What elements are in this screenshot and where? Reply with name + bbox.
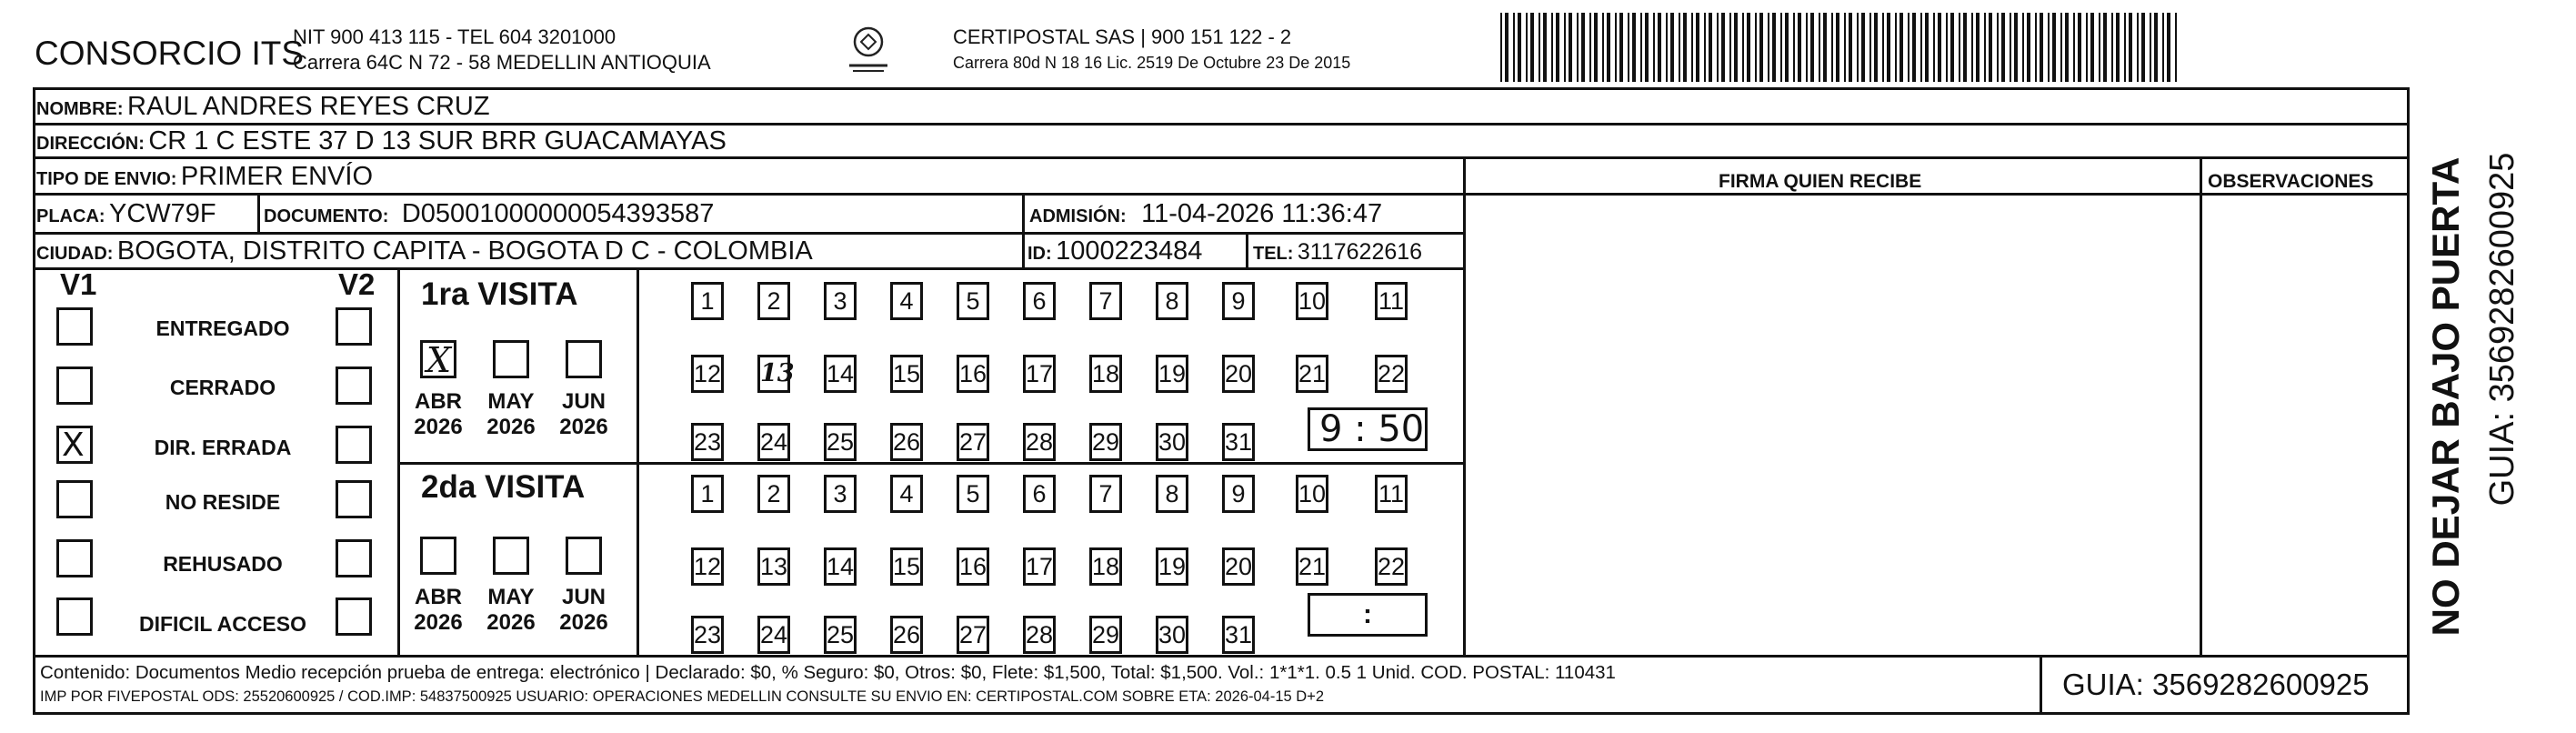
visit1-month-jun: [552, 389, 616, 439]
visit2-month-jun: [552, 585, 616, 635]
visit2-day-30[interactable]: 30: [1156, 616, 1188, 654]
signature-header: FIRMA QUIEN RECIBE: [1719, 171, 1922, 192]
barcode-bar: [1607, 13, 1610, 82]
status-dir-errada: DIR. ERRADA: [154, 436, 292, 459]
v2-no-reside-checkbox[interactable]: [336, 480, 372, 518]
name-label: NOMBRE:: [36, 99, 124, 119]
plate-cell: [36, 201, 216, 227]
barcode-bar: [1539, 13, 1540, 82]
visit1-day-4[interactable]: 4: [890, 282, 923, 320]
barcode-bar: [2090, 13, 2094, 82]
barcode-bar: [1679, 13, 1680, 82]
visit1-day-9[interactable]: 9: [1222, 282, 1255, 320]
company-name: CONSORCIO ITS: [35, 35, 305, 72]
visit1-time-box[interactable]: [1308, 407, 1428, 451]
barcode-bar: [1849, 13, 1852, 82]
footer-guia: GUIA: 3569282600925: [2062, 668, 2370, 701]
visit2-day-3[interactable]: 3: [824, 475, 857, 513]
visit2-day-10[interactable]: 10: [1296, 475, 1328, 513]
barcode-bar: [1594, 13, 1598, 82]
visit2-month-may: [479, 585, 543, 635]
visit2-day-2[interactable]: 2: [757, 475, 790, 513]
barcode-bar: [2167, 13, 2170, 82]
visit1-day-15[interactable]: 15: [890, 355, 923, 393]
barcode-bar: [1831, 13, 1833, 82]
visit2-title: 2da VISITA: [421, 469, 586, 505]
v2-label: V2: [338, 267, 376, 301]
recipient-name: RAUL ANDRES REYES CRUZ: [127, 92, 490, 121]
admission-cell: [1029, 201, 1382, 227]
visit2-day-15[interactable]: 15: [890, 547, 923, 586]
barcode-bar: [1963, 13, 1967, 82]
barcode-bar: [2001, 13, 2005, 82]
visit1-day-2[interactable]: 2: [757, 282, 790, 320]
visit2-day-22[interactable]: 22: [1375, 547, 1408, 586]
visit2-day-6[interactable]: 6: [1023, 475, 1056, 513]
shipment-type-row: [36, 164, 373, 190]
v2-rehusado-checkbox[interactable]: [336, 539, 372, 577]
barcode-bar: [1747, 13, 1750, 82]
plate-value: YCW79F: [109, 199, 216, 228]
visit2-day-17[interactable]: 17: [1023, 547, 1056, 586]
v1-dir-errada-checkbox[interactable]: [56, 426, 93, 464]
visit1-day-13[interactable]: 13: [757, 355, 790, 393]
v1-cerrado-checkbox[interactable]: [56, 366, 93, 405]
barcode-bar: [1959, 13, 1960, 82]
visit2-day-1[interactable]: 1: [691, 475, 724, 513]
barcode-bar: [2040, 13, 2043, 82]
visit2-time-value: :: [1363, 599, 1372, 629]
barcode-bar: [1628, 13, 1629, 82]
barcode-bar: [1925, 13, 1929, 82]
plate-label: PLACA:: [36, 206, 105, 226]
visit2-day-27[interactable]: 27: [957, 616, 989, 654]
barcode-bar: [1670, 13, 1674, 82]
barcode-bar: [1989, 13, 1992, 82]
certipostal-logo-icon: [844, 24, 893, 75]
barcode-bar: [1874, 13, 1878, 82]
id-cell: [1027, 238, 1202, 265]
visit1-month-abr-name: ABR: [415, 389, 462, 414]
barcode-bar: [1780, 13, 1782, 82]
shipment-type: PRIMER ENVÍO: [180, 162, 374, 191]
observations-header: OBSERVACIONES: [2208, 171, 2374, 192]
barcode-bar: [1908, 13, 1909, 82]
barcode-bar: [2052, 13, 2056, 82]
visit2-day-21[interactable]: 21: [1296, 547, 1328, 586]
barcode-bar: [2048, 13, 2050, 82]
visit1-month-jun-name: JUN: [561, 389, 606, 414]
visit2-day-16[interactable]: 16: [957, 547, 989, 586]
barcode-bar: [1920, 13, 1922, 82]
barcode-bar: [1729, 13, 1731, 82]
barcode-bar: [1569, 13, 1572, 82]
visit1-day-26[interactable]: 26: [890, 423, 923, 461]
barcode-bar: [1530, 13, 1534, 82]
barcode-bar: [1836, 13, 1839, 82]
visit2-month-abr: [406, 585, 470, 635]
barcode-bar: [2103, 13, 2107, 82]
visit1-day-23[interactable]: 23: [691, 423, 724, 461]
nit-line: NIT 900 413 115 - TEL 604 3201000: [293, 25, 616, 48]
no-bajo-puerta-warning: NO DEJAR BAJO PUERTA: [2424, 156, 2467, 637]
barcode-bar: [1810, 13, 1814, 82]
barcode-bar: [1912, 13, 1916, 82]
visit2-day-23[interactable]: 23: [691, 616, 724, 654]
carrier-line: CERTIPOSTAL SAS | 900 151 122 - 2: [953, 25, 1292, 48]
visit1-day-14[interactable]: 14: [824, 355, 857, 393]
barcode-bar: [1717, 13, 1719, 82]
barcode-bar: [1704, 13, 1706, 82]
visit1-month-jun-year: 2026: [559, 414, 608, 439]
barcode-bar: [2010, 13, 2011, 82]
visit2-month-abr-name: ABR: [415, 585, 462, 609]
barcode-bar: [1658, 13, 1661, 82]
visit2-day-13[interactable]: 13: [757, 547, 790, 586]
barcode-bar: [2141, 13, 2145, 82]
observations-area[interactable]: [2202, 196, 2408, 655]
city-cell: [36, 238, 813, 265]
status-entregado: ENTREGADO: [155, 316, 290, 340]
visit1-day-27[interactable]: 27: [957, 423, 989, 461]
id-value: 1000223484: [1056, 236, 1203, 266]
visit1-day-18[interactable]: 18: [1089, 355, 1122, 393]
visit1-month-abr-checkbox[interactable]: [420, 340, 456, 378]
barcode-bar: [1734, 13, 1738, 82]
visit1-day-30[interactable]: 30: [1156, 423, 1188, 461]
barcode-bar: [2124, 13, 2126, 82]
visit1-day-10[interactable]: 10: [1296, 282, 1328, 320]
visit1-day-5[interactable]: 5: [957, 282, 989, 320]
visit1-month-may-checkbox[interactable]: [493, 340, 529, 378]
barcode-bar: [1602, 13, 1604, 82]
barcode-bar: [1666, 13, 1668, 82]
visit1-day-28[interactable]: 28: [1023, 423, 1056, 461]
visit1-day-17[interactable]: 17: [1023, 355, 1056, 393]
barcode-bar: [1526, 13, 1528, 82]
footer-content-line: Contenido: Documentos Medio recepción prueba de entrega: electrónico | Declarado: $0, % Seguro: $0, Otros: $0, Flete: $1,500, Total: $1,500. Vol.: 1*1*1. 0.5 1 Unid. COD. POSTAL: 110431: [40, 662, 1616, 683]
tel-label: TEL:: [1253, 244, 1294, 264]
visit1-month-abr-mark: X: [426, 340, 452, 380]
visit2-day-25[interactable]: 25: [824, 616, 857, 654]
status-rehusado: REHUSADO: [163, 552, 283, 576]
visit2-day-24[interactable]: 24: [757, 616, 790, 654]
visit1-day-11[interactable]: 11: [1375, 282, 1408, 320]
admission-label: ADMISIÓN:: [1029, 206, 1127, 226]
footer-print-line: IMP POR FIVEPOSTAL ODS: 25520600925 / COD.IMP: 54837500925 USUARIO: OPERACIONES MEDELLIN CONSULTE SU ENVIO EN: CERTIPOSTAL.COM SOBRE ETA: 2026-04-15 D+2: [40, 688, 1325, 705]
visit2-day-14[interactable]: 14: [824, 547, 857, 586]
city-label: CIUDAD:: [36, 244, 114, 264]
visit1-day-8[interactable]: 8: [1156, 282, 1188, 320]
visit2-month-abr-checkbox[interactable]: [420, 537, 456, 575]
barcode-bar: [1895, 13, 1897, 82]
barcode-bar: [1793, 13, 1795, 82]
v1-entregado-checkbox[interactable]: [56, 307, 93, 346]
barcode-bar: [1556, 13, 1559, 82]
visit1-day-22[interactable]: 22: [1375, 355, 1408, 393]
visit1-day-24[interactable]: 24: [757, 423, 790, 461]
visit1-time-value: 9 : 50: [1319, 408, 1425, 450]
city-value: BOGOTA, DISTRITO CAPITA - BOGOTA D C - COLOMBIA: [116, 236, 813, 266]
v1-label: V1: [60, 267, 97, 301]
tel-value: 3117622616: [1297, 239, 1423, 265]
visit2-month-jun-checkbox[interactable]: [566, 537, 602, 575]
barcode-bar: [1882, 13, 1884, 82]
recipient-address: CR 1 C ESTE 37 D 13 SUR BRR GUACAMAYAS: [148, 126, 727, 156]
v1-rehusado-checkbox[interactable]: [56, 539, 93, 577]
barcode-bar: [1721, 13, 1725, 82]
barcode-bar: [1950, 13, 1954, 82]
id-label: ID:: [1027, 244, 1052, 264]
barcode-bar: [2162, 13, 2164, 82]
visit2-day-31[interactable]: 31: [1222, 616, 1255, 654]
visit1-day-20[interactable]: 20: [1222, 355, 1255, 393]
visit2-day-19[interactable]: 19: [1156, 547, 1188, 586]
barcode-bar: [1946, 13, 1948, 82]
visit2-day-8[interactable]: 8: [1156, 475, 1188, 513]
barcode-bar: [2014, 13, 2018, 82]
barcode-bar: [2027, 13, 2030, 82]
visit1-day-21[interactable]: 21: [1296, 355, 1328, 393]
barcode-bar: [1696, 13, 1699, 82]
barcode-bar: [1513, 13, 1515, 82]
barcode-bar: [2099, 13, 2100, 82]
barcode-bar: [1759, 13, 1763, 82]
barcode-bar: [1984, 13, 1986, 82]
barcode-bar: [1785, 13, 1789, 82]
barcode-bar: [1976, 13, 1980, 82]
barcode-bar: [1683, 13, 1687, 82]
visit2-month-abr-year: 2026: [414, 609, 463, 635]
barcode-bar: [1709, 13, 1712, 82]
barcode-bar: [1997, 13, 1999, 82]
barcode-bar: [1577, 13, 1579, 82]
address-row: [36, 128, 727, 155]
barcode-bar: [1806, 13, 1808, 82]
barcode-bar: [2022, 13, 2024, 82]
visit2-day-20[interactable]: 20: [1222, 547, 1255, 586]
visit1-month-may-year: 2026: [486, 414, 536, 439]
visit2-time-box[interactable]: [1308, 593, 1428, 637]
admission-value: 11-04-2026 11:36:47: [1141, 199, 1383, 228]
status-cerrado: CERRADO: [169, 376, 276, 399]
barcode-bar: [1742, 13, 1744, 82]
barcode-bar: [2116, 13, 2120, 82]
visit1-day-3[interactable]: 3: [824, 282, 857, 320]
barcode-bar: [2065, 13, 2069, 82]
barcode-bar: [2035, 13, 2037, 82]
barcode-bar: [1899, 13, 1903, 82]
barcode-bar: [1971, 13, 1973, 82]
address-label: DIRECCIÓN:: [36, 134, 145, 154]
barcode-bar: [1768, 13, 1769, 82]
barcode-bar: [1933, 13, 1935, 82]
barcode-icon: [1500, 13, 2182, 82]
barcode-bar: [1691, 13, 1693, 82]
visit2-day-7[interactable]: 7: [1089, 475, 1122, 513]
visit2-day-29[interactable]: 29: [1089, 616, 1122, 654]
barcode-bar: [1823, 13, 1827, 82]
visit1-day-12[interactable]: 12: [691, 355, 724, 393]
visit2-month-may-year: 2026: [486, 609, 536, 635]
barcode-bar: [1581, 13, 1585, 82]
signature-area[interactable]: [1466, 196, 2199, 655]
visit1-month-abr-year: 2026: [414, 414, 463, 439]
tel-cell: [1253, 241, 1422, 264]
visit2-day-12[interactable]: 12: [691, 547, 724, 586]
barcode-bar: [2129, 13, 2132, 82]
visit1-day-16[interactable]: 16: [957, 355, 989, 393]
barcode-bar: [1589, 13, 1591, 82]
visit1-month-abr: [406, 389, 470, 439]
barcode-bar: [1619, 13, 1623, 82]
barcode-bar: [1500, 13, 1502, 82]
v1-dificil-acceso-checkbox[interactable]: [56, 597, 93, 636]
barcode-bar: [1819, 13, 1820, 82]
v1-no-reside-checkbox[interactable]: [56, 480, 93, 518]
name-row: [36, 94, 490, 120]
shipment-type-label: TIPO DE ENVIO:: [36, 169, 177, 189]
visit1-day-7[interactable]: 7: [1089, 282, 1122, 320]
barcode-bar: [1518, 13, 1521, 82]
status-no-reside: NO RESIDE: [165, 490, 281, 514]
barcode-bar: [1505, 13, 1509, 82]
barcode-bar: [1869, 13, 1871, 82]
barcode-bar: [2150, 13, 2151, 82]
barcode-bar: [1653, 13, 1655, 82]
visit2-day-11[interactable]: 11: [1375, 475, 1408, 513]
barcode-bar: [1938, 13, 1941, 82]
barcode-bar: [2086, 13, 2088, 82]
document-value: D05001000000054393587: [401, 199, 715, 228]
v2-dificil-acceso-checkbox[interactable]: [336, 597, 372, 636]
status-dificil-acceso: DIFICIL ACCESO: [138, 612, 306, 636]
visit1-day-1[interactable]: 1: [691, 282, 724, 320]
visit1-month-jun-checkbox[interactable]: [566, 340, 602, 378]
visit1-day-19[interactable]: 19: [1156, 355, 1188, 393]
v2-entregado-checkbox[interactable]: [336, 307, 372, 346]
visit1-day-25[interactable]: 25: [824, 423, 857, 461]
barcode-bar: [2111, 13, 2113, 82]
visit2-day-18[interactable]: 18: [1089, 547, 1122, 586]
barcode-bar: [1772, 13, 1776, 82]
visit2-month-jun-name: JUN: [561, 585, 606, 609]
document-cell: [264, 201, 714, 227]
barcode-bar: [1564, 13, 1566, 82]
barcode-bar: [1551, 13, 1553, 82]
barcode-bar: [1543, 13, 1547, 82]
visit2-day-28[interactable]: 28: [1023, 616, 1056, 654]
visit2-month-jun-year: 2026: [559, 609, 608, 635]
carrier-license: Carrera 80d N 18 16 Lic. 2519 De Octubre 23 De 2015: [953, 54, 1351, 72]
barcode-bar: [2078, 13, 2081, 82]
barcode-bar: [2060, 13, 2062, 82]
barcode-bar: [1798, 13, 1801, 82]
company-address: Carrera 64C N 72 - 58 MEDELLIN ANTIOQUIA: [293, 51, 711, 74]
barcode-bar: [2073, 13, 2075, 82]
document-label: DOCUMENTO:: [264, 206, 389, 226]
barcode-bar: [1640, 13, 1642, 82]
barcode-bar: [1887, 13, 1890, 82]
barcode-bar: [2137, 13, 2139, 82]
visit1-day-6[interactable]: 6: [1023, 282, 1056, 320]
visit2-day-26[interactable]: 26: [890, 616, 923, 654]
visit1-month-may: [479, 389, 543, 439]
barcode-bar: [1632, 13, 1636, 82]
side-guia: GUIA: 3569282600925: [2483, 152, 2521, 507]
visit2-month-may-name: MAY: [487, 585, 535, 609]
v1-dir-errada-mark: X: [62, 427, 85, 464]
visit1-day-31[interactable]: 31: [1222, 423, 1255, 461]
visit1-month-may-name: MAY: [487, 389, 535, 414]
v2-cerrado-checkbox[interactable]: [336, 366, 372, 405]
v2-dir-errada-checkbox[interactable]: [336, 426, 372, 464]
visit2-day-4[interactable]: 4: [890, 475, 923, 513]
visit1-title: 1ra VISITA: [421, 276, 578, 312]
barcode-bar: [1861, 13, 1865, 82]
barcode-bar: [1844, 13, 1846, 82]
barcode-bar: [1645, 13, 1649, 82]
visit1-day-29[interactable]: 29: [1089, 423, 1122, 461]
barcode-bar: [2175, 13, 2177, 82]
visit2-month-may-checkbox[interactable]: [493, 537, 529, 575]
visit2-day-5[interactable]: 5: [957, 475, 989, 513]
barcode-bar: [1857, 13, 1859, 82]
barcode-bar: [2154, 13, 2158, 82]
barcode-bar: [1615, 13, 1617, 82]
barcode-bar: [1755, 13, 1757, 82]
visit2-day-9[interactable]: 9: [1222, 475, 1255, 513]
